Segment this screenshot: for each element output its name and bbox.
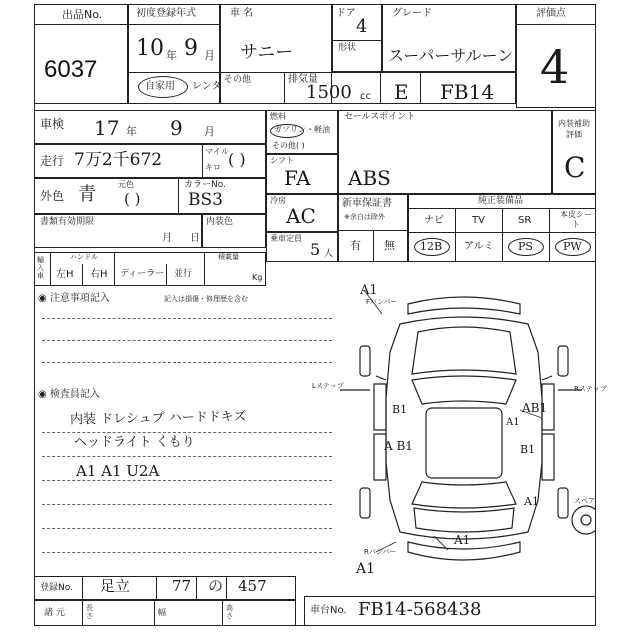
- sales-point-label: セールスポイント: [344, 112, 416, 122]
- shaken-year: 17: [94, 116, 120, 140]
- ac-value: AC: [286, 204, 316, 228]
- l-step-label: Lステップ: [312, 382, 344, 390]
- reg-place: 足立: [100, 577, 131, 595]
- spare-label: スペア: [574, 497, 595, 505]
- first-reg-year: 10: [136, 36, 164, 61]
- mile-label: マイル: [205, 147, 229, 156]
- weight-label: 積載量: [218, 253, 239, 261]
- displacement-value: 1500: [306, 82, 352, 103]
- use-private: 自家用: [145, 81, 175, 92]
- width-label: 幅: [158, 608, 166, 617]
- warranty-sub: ※余白は除外: [344, 213, 385, 221]
- color-label: 外色: [40, 189, 65, 203]
- first-reg-label: 初度登録年式: [136, 8, 196, 19]
- doc-label: 書類有効期限: [40, 217, 95, 227]
- warranty-yes: 有: [350, 239, 361, 252]
- warranty-label: 新車保証書: [342, 198, 392, 209]
- warranty-no: 無: [384, 239, 395, 252]
- km-label: キロ: [205, 163, 221, 172]
- doc-day: 日: [190, 233, 200, 244]
- orig-color-paren: ( ): [124, 190, 141, 208]
- r-step-label: Rステップ: [574, 385, 607, 393]
- displacement-unit: cc: [360, 91, 371, 102]
- shomoto-label: 諸 元: [44, 608, 65, 618]
- door-label: ドア: [336, 8, 356, 19]
- color-no-label: カラーNo.: [184, 180, 226, 190]
- door-value: 4: [356, 16, 368, 37]
- use-rental: レンタ: [192, 81, 222, 92]
- fuel-code: E: [394, 80, 409, 104]
- rear-bumper-label: Rバンパー: [364, 548, 397, 556]
- caution-sub: 記入は損傷・修理歴を含む: [164, 295, 248, 303]
- capacity-unit: 人: [324, 249, 334, 259]
- shift-value: FA: [284, 166, 311, 190]
- lh-option: 左H: [56, 269, 74, 280]
- sr-label: SR: [518, 215, 532, 226]
- mark-right-door: AB1: [522, 401, 548, 415]
- fuel-options: ガソリン・軽油: [274, 125, 330, 134]
- lot-no-label: 出品No.: [62, 8, 103, 21]
- grade-value: スーパーサルーン: [388, 46, 514, 65]
- score-value: 4: [540, 40, 570, 94]
- ac-label: 冷房: [270, 196, 286, 205]
- reg-hira: の: [208, 577, 224, 595]
- handle-label: ハンドル: [70, 253, 98, 261]
- mileage-value: 7万2千672: [74, 150, 163, 170]
- leather-label: 本皮シート: [560, 210, 592, 229]
- shaken-year-unit: 年: [126, 125, 137, 138]
- nav-value: 12B: [420, 240, 443, 253]
- mark-rear-2: A1: [356, 561, 376, 577]
- mark-right-rear: A1: [524, 495, 539, 508]
- inspector-title: ◉ 検査員記入: [38, 389, 100, 400]
- interior-color-label: 内装色: [206, 217, 234, 227]
- mark-left-rear-door: A B1: [384, 439, 413, 453]
- rh-option: 右H: [90, 269, 108, 280]
- car-name-label: 車 名: [230, 8, 254, 19]
- chassis-value: FB14-568438: [358, 599, 482, 620]
- use-other: その他: [224, 75, 252, 85]
- displacement-label: 排気量: [288, 74, 318, 85]
- shift-label: シフト: [270, 156, 294, 165]
- first-reg-month: 9: [184, 36, 198, 61]
- grade-label: グレード: [392, 8, 432, 19]
- fuel-label: 燃料: [270, 112, 286, 121]
- car-name-value: サニー: [240, 42, 294, 63]
- inspector-line-3: A1 A1 U2A: [76, 462, 160, 480]
- capacity-label: 乗車定員: [270, 234, 302, 243]
- sales-point-value: ABS: [348, 166, 391, 190]
- leather-value: PW: [563, 240, 582, 253]
- model-code: FB14: [440, 80, 495, 104]
- score-label: 評価点: [536, 8, 566, 19]
- height-label: 高さ: [226, 604, 233, 620]
- nav-label: ナビ: [424, 215, 444, 226]
- mileage-label: 走行: [40, 154, 65, 168]
- shape-label: 形状: [338, 43, 357, 53]
- inspector-line-1: 内装 ドレシュプ ハードドキズ: [69, 409, 247, 428]
- shaken-month: 9: [170, 116, 183, 140]
- interior-grade-label: 内装補助評価: [558, 119, 590, 139]
- lot-no-value: 6037: [44, 56, 98, 83]
- import-label: 輸入車: [37, 256, 44, 280]
- mark-rear-1: A1: [454, 533, 471, 547]
- front-bumper-label: Fバンパー: [366, 298, 398, 306]
- weight-unit: Kg: [252, 273, 263, 282]
- parallel-option: 並行: [174, 269, 193, 279]
- month-unit: 月: [204, 49, 215, 62]
- dealer-option: ディーラー: [120, 269, 165, 279]
- color-no-value: BS3: [188, 190, 223, 210]
- shaken-month-unit: 月: [204, 125, 215, 138]
- caution-title: ◉ 注意事項記入: [38, 293, 110, 304]
- sr-value: PS: [518, 240, 533, 253]
- reg-label: 登録No.: [40, 583, 73, 593]
- length-label: 長さ: [86, 604, 93, 620]
- year-unit: 年: [166, 49, 177, 62]
- chassis-label: 車台No.: [310, 605, 347, 616]
- color-box: [34, 178, 266, 214]
- mark-left-door: B1: [392, 403, 408, 416]
- shaken-box: [34, 110, 266, 144]
- orig-color-label: 元色: [118, 180, 134, 189]
- shaken-label: 車検: [40, 117, 65, 131]
- interior-grade-value: C: [564, 151, 586, 184]
- tv-label: TV: [472, 215, 485, 226]
- color-value: 青: [78, 184, 96, 205]
- inspector-line-2: ヘッドライト くもり: [74, 435, 195, 450]
- reg-class: 77: [172, 577, 192, 595]
- capacity-value: 5: [310, 240, 321, 259]
- mark-right-side: A1: [506, 417, 520, 428]
- fuel-other: その他( ): [272, 141, 305, 150]
- mileage-paren: ( ): [228, 150, 246, 169]
- tv-value: アルミ: [464, 241, 494, 252]
- mark-front: A1: [360, 283, 378, 298]
- genuine-label: 純正装備品: [478, 196, 524, 206]
- mark-right-rear-door: B1: [520, 443, 536, 456]
- doc-month: 月: [162, 233, 172, 244]
- reg-number: 457: [238, 577, 267, 595]
